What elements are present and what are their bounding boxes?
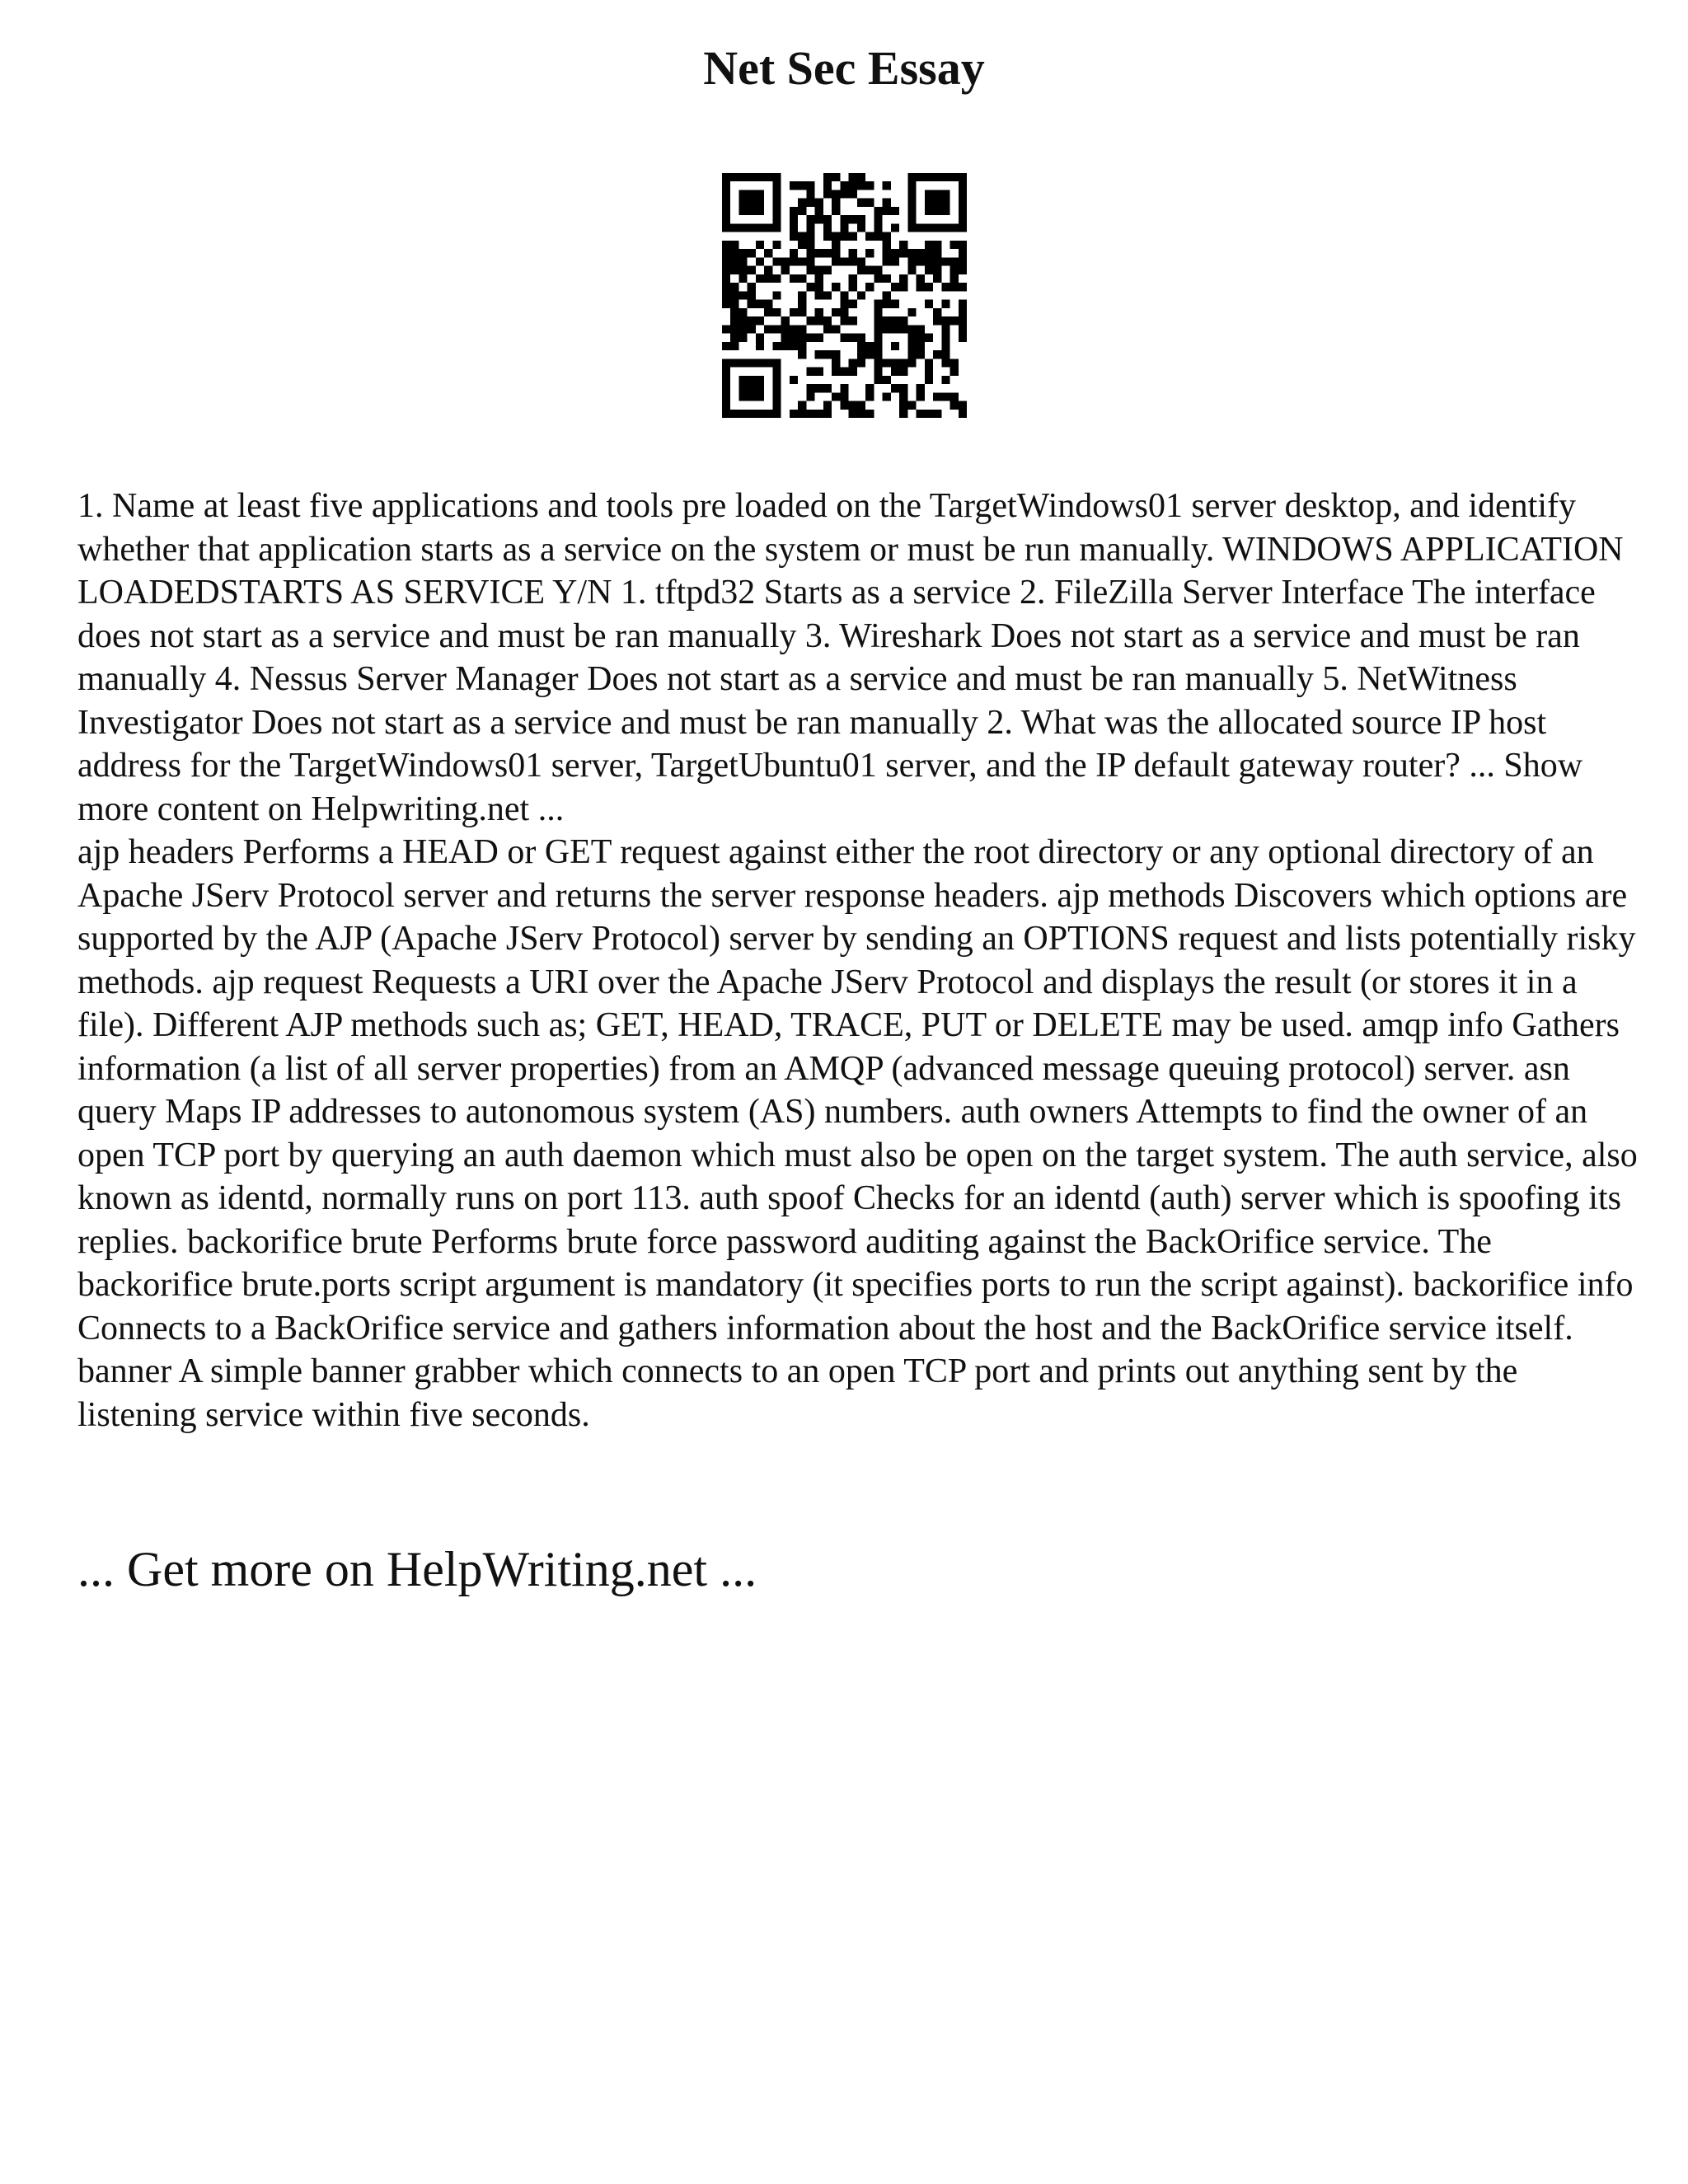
paragraph-scripts: ajp headers Performs a HEAD or GET request against either the root directory or any optional directory of an Apache JServ Protocol server and returns the server response headers. ajp methods Discovers which options are supported by the AJP (Apache JServ Protocol) server by sending an OPTIONS request and lists potentially risky methods. ajp request Requests a URI over the Apache JServ Protocol and displays the result (or stores it in a file). Different AJP methods such as; GET, HEAD, TRACE, PUT or DELETE may be used. amqp info Gathers information (a list of all server properties) from an AMQP (advanced message queuing protocol) server. asn query Maps IP addresses to autonomous system (AS) numbers. auth owners Attempts to find the owner of an open TCP port by querying an auth daemon which must also be open on the target system. The auth service, also known as identd, normally runs on port 113. auth spoof Checks for an identd (auth) server which is spoofing its replies. backorifice brute Performs brute force password auditing against the BackOrifice service. The backorifice brute.ports script argument is mandatory (it specifies ports to run the script against). backorifice info Connects to a BackOrifice service and gathers information about the host and the BackOrifice service itself. banner A simple banner grabber which connects to an open TCP port and prints out anything sent by the listening service within five seconds. xyxy=(77,833,1638,1434)
get-more-link[interactable]: ... Get more on HelpWriting.net ... xyxy=(77,1542,757,1596)
essay-body xyxy=(77,485,1643,1436)
qr-code-icon xyxy=(722,173,967,418)
paragraph-applications: 1. Name at least five applications and tools pre loaded on the TargetWindows01 server desktop, and identify whether that application starts as a service on the system or must be run manually. WINDOWS APPLICATION LOADEDSTARTS AS SERVICE Y/N 1. tftpd32 Starts as a service 2. FileZilla Server Interface The interface does not start as a service and must be ran manually 3. Wireshark Does not start as a service and must be ran manually 4. Nessus Server Manager Does not start as a service and must be ran manually 5. NetWitness Investigator Does not start as a service and must be ran manually 2. What was the allocated source IP host address for the TargetWindows01 server, TargetUbuntu01 server, and the IP default gateway router? ... Show more content on Helpwriting.net ... xyxy=(77,487,1624,828)
page-title: Net Sec Essay xyxy=(703,41,985,95)
